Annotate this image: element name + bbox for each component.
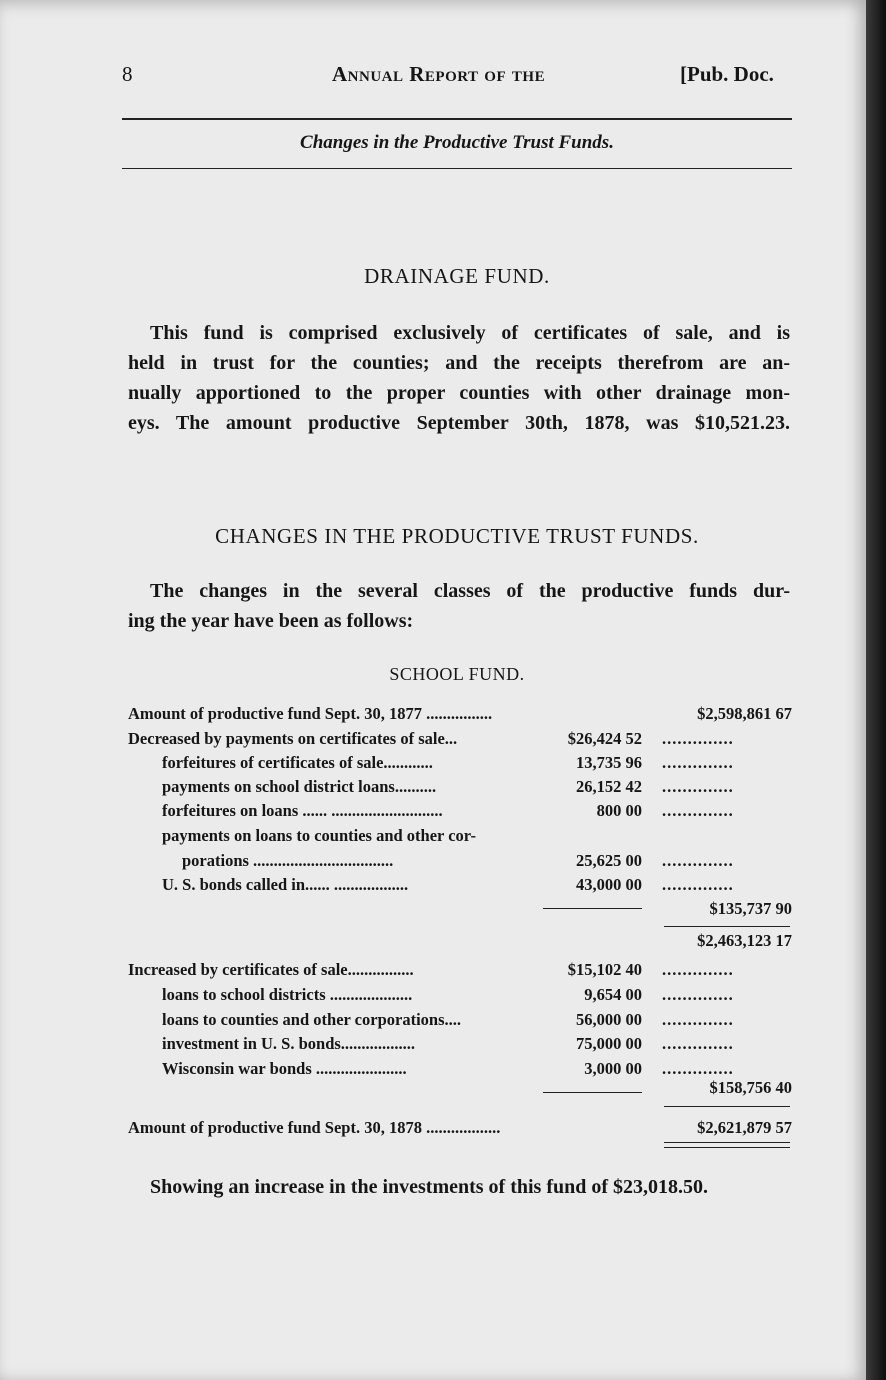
decrease-total: $135,737 90 <box>709 899 792 918</box>
row-label: payments on school district loans.......... <box>162 777 437 796</box>
row-label: porations .................................. <box>182 851 394 870</box>
report-title: Annual Report of the <box>332 62 546 86</box>
row-label: U. S. bonds called in...... .................. <box>162 875 409 894</box>
opening-balance-row <box>0 704 866 728</box>
dot-leader: .............. <box>662 753 734 772</box>
balance-total: $2,463,123 17 <box>697 931 792 950</box>
row-amount: $26,424 52 <box>567 729 642 748</box>
school-fund-heading: SCHOOL FUND. <box>389 664 525 684</box>
dot-leader: .............. <box>662 851 734 870</box>
row-amount: 26,152 42 <box>576 777 642 796</box>
double-rule-lower <box>664 1147 790 1148</box>
row-label: Increased by certificates of sale................ <box>128 960 414 979</box>
header-rule-top <box>122 118 792 120</box>
increase-total: $158,756 40 <box>709 1078 792 1097</box>
drainage-fund-paragraph <box>128 318 790 438</box>
row-amount: 13,735 96 <box>576 753 642 772</box>
drainage-fund-heading: DRAINAGE FUND. <box>364 264 550 288</box>
dot-leader: .............. <box>662 729 734 748</box>
dot-leader: .............. <box>662 1059 734 1078</box>
table-row <box>0 1010 866 1034</box>
page-number: 8 <box>122 62 133 86</box>
page-edge-shadow <box>866 0 886 1380</box>
decrease-total-row <box>0 899 866 923</box>
running-head: Changes in the Productive Trust Funds. <box>300 132 614 153</box>
paragraph-line: ing the year have been as follows: <box>128 610 414 632</box>
closing-balance-row <box>0 1118 866 1142</box>
row-amount: 56,000 00 <box>576 1010 642 1029</box>
row-label: payments on loans to counties and other cor- <box>162 826 476 845</box>
row-label: Amount of productive fund Sept. 30, 1877 ................ <box>128 704 493 723</box>
row-label: Amount of productive fund Sept. 30, 1878 .................. <box>128 1118 501 1137</box>
dot-leader: .............. <box>662 777 734 796</box>
row-amount: $15,102 40 <box>567 960 642 979</box>
row-label: forfeitures on loans ...... ........................... <box>162 801 443 820</box>
row-label: loans to school districts .................... <box>162 985 413 1004</box>
table-row <box>0 729 866 753</box>
row-label: Decreased by payments on certificates of sale... <box>128 729 458 748</box>
paragraph-line: The changes in the several classes of the productive funds dur- <box>150 580 790 602</box>
row-amount: 800 00 <box>596 801 642 820</box>
total-rule <box>664 926 790 927</box>
dot-leader: .............. <box>662 1034 734 1053</box>
dot-leader: .............. <box>662 960 734 979</box>
summary-sentence: Showing an increase in the investments of this fund of $23,018.50. <box>150 1176 709 1198</box>
row-amount: 9,654 00 <box>584 985 642 1004</box>
dot-leader: .............. <box>662 1010 734 1029</box>
dot-leader: .............. <box>662 801 734 820</box>
table-row <box>0 801 866 825</box>
row-amount: 75,000 00 <box>576 1034 642 1053</box>
row-amount: 3,000 00 <box>584 1059 642 1078</box>
row-label: forfeitures of certificates of sale............ <box>162 753 433 772</box>
paragraph-line: eys. The amount productive September 30th, 1878, was $10,521.23. <box>128 412 790 434</box>
table-row <box>0 1034 866 1058</box>
changes-paragraph <box>128 576 790 636</box>
paragraph-line: nually apportioned to the proper counties with other drainage mon- <box>128 382 790 404</box>
row-label: investment in U. S. bonds.................. <box>162 1034 416 1053</box>
table-row <box>0 777 866 801</box>
increase-total-row <box>0 1078 866 1102</box>
total-rule <box>664 1106 790 1107</box>
table-row <box>0 826 866 850</box>
opening-total: $2,598,861 67 <box>697 704 792 723</box>
table-row <box>0 753 866 777</box>
row-label: Wisconsin war bonds ...................... <box>162 1059 407 1078</box>
paragraph-line: held in trust for the counties; and the receipts therefrom are an- <box>128 352 790 374</box>
row-label: loans to counties and other corporations.... <box>162 1010 461 1029</box>
double-rule-upper <box>664 1142 790 1143</box>
balance-row <box>0 931 866 955</box>
document-series: [Pub. Doc. <box>680 62 774 86</box>
row-amount: 25,625 00 <box>576 851 642 870</box>
paragraph-line: This fund is comprised exclusively of certificates of sale, and is <box>150 322 790 344</box>
row-amount: 43,000 00 <box>576 875 642 894</box>
table-row <box>0 960 866 984</box>
table-row <box>0 875 866 899</box>
header-rule-bottom <box>122 168 792 169</box>
changes-heading: CHANGES IN THE PRODUCTIVE TRUST FUNDS. <box>215 524 699 548</box>
closing-total: $2,621,879 57 <box>697 1118 792 1137</box>
dot-leader: .............. <box>662 875 734 894</box>
dot-leader: .............. <box>662 985 734 1004</box>
table-row <box>0 851 866 875</box>
table-row <box>0 985 866 1009</box>
